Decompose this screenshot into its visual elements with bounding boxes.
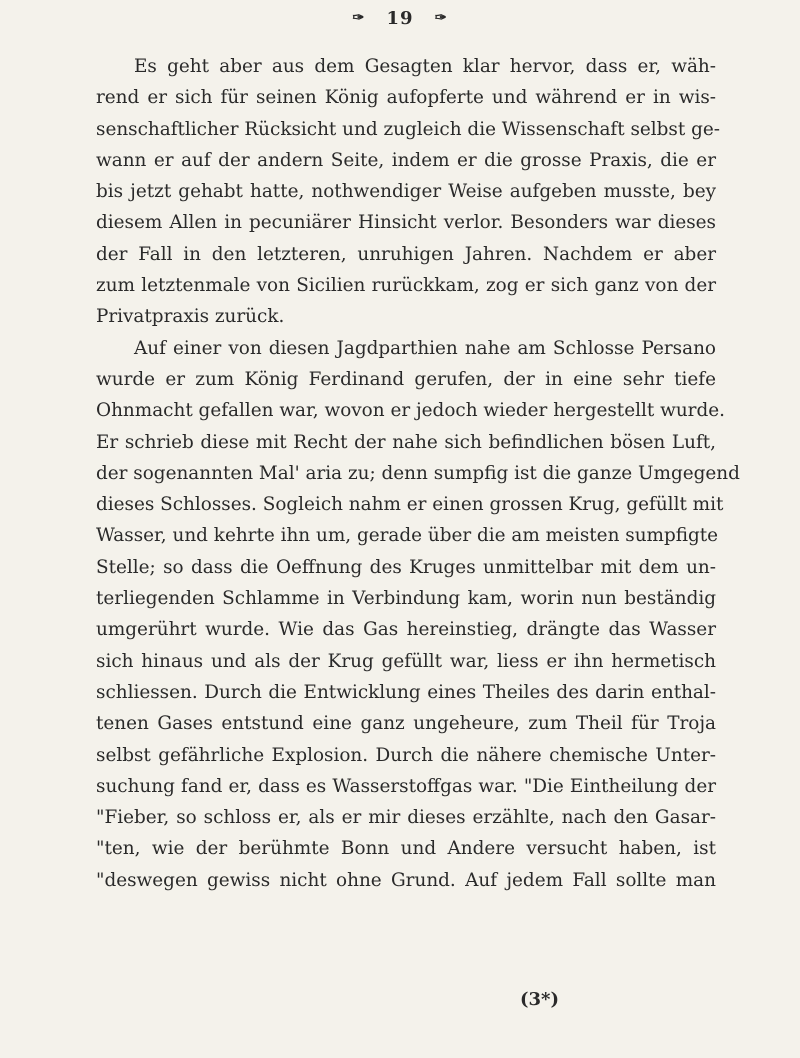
signature-mark: (3*): [520, 989, 559, 1010]
text-line: terliegenden Schlamme in Verbindung kam, worin nun beständig: [96, 588, 716, 610]
text-line: tenen Gases entstund eine ganz ungeheure, zum Theil für Troja: [96, 713, 716, 735]
text-line: "deswegen gewiss nicht ohne Grund. Auf jedem Fall sollte man: [96, 869, 716, 891]
text-line: umgerührt wurde. Wie das Gas hereinstieg, drängte das Wasser: [96, 619, 716, 641]
text-line: suchung fand er, dass es Wasserstoffgas war. "Die Eintheilung der: [96, 775, 716, 797]
text-line: der sogenannten Mal' aria zu; denn sumpfig ist die ganze Umgegend: [96, 462, 740, 484]
text-line: "ten, wie der berühmte Bonn und Andere versucht haben, ist: [96, 838, 716, 860]
text-line: schliessen. Durch die Entwicklung eines Theiles des darin enthal-: [96, 681, 716, 703]
text-line: senschaftlicher Rücksicht und zugleich die Wissenschaft selbst ge-: [96, 118, 720, 140]
text-line: Stelle; so dass die Oeffnung des Kruges unmittelbar mit dem un-: [96, 556, 716, 578]
text-line: Privatpraxis zurück.: [96, 306, 285, 328]
text-line: zum letztenmale von Sicilien rurückkam, zog er sich ganz von der: [96, 275, 716, 297]
text-line: Wasser, und kehrte ihn um, gerade über die am meisten sumpfigte: [96, 525, 719, 547]
text-line: sich hinaus und als der Krug gefüllt war, liess er ihn hermetisch: [96, 650, 716, 672]
text-line: Auf einer von diesen Jagdparthien nahe am Schlosse Persano: [134, 337, 716, 359]
body-text: [96, 51, 740, 896]
text-line: diesem Allen in pecuniärer Hinsicht verlor. Besonders war dieses: [96, 212, 716, 234]
text-line: wurde er zum König Ferdinand gerufen, der in eine sehr tiefe: [96, 368, 716, 390]
ornament-left-icon: ✑: [352, 10, 366, 26]
text-line: "Fieber, so schloss er, als er mir dieses erzählte, nach den Gasar-: [96, 807, 716, 829]
text-line: wann er auf der andern Seite, indem er die grosse Praxis, die er: [96, 149, 716, 171]
text-line: Ohnmacht gefallen war, wovon er jedoch wieder hergestellt wurde.: [96, 400, 725, 422]
text-line: selbst gefährliche Explosion. Durch die nähere chemische Unter-: [96, 744, 716, 766]
text-line: bis jetzt gehabt hatte, nothwendiger Weise aufgeben musste, bey: [96, 181, 716, 203]
page-header: [0, 8, 800, 29]
text-line: Er schrieb diese mit Recht der nahe sich befindlichen bösen Luft,: [96, 431, 716, 453]
text-line: Es geht aber aus dem Gesagten klar hervor, dass er, wäh-: [134, 56, 716, 77]
ornament-right-icon: ✑: [434, 10, 448, 26]
text-line: rend er sich für seinen König aufopferte und während er in wis-: [96, 87, 716, 109]
text-line: dieses Schlosses. Sogleich nahm er einen grossen Krug, gefüllt mit: [96, 494, 724, 516]
page-number: 19: [386, 8, 414, 29]
text-line: der Fall in den letzteren, unruhigen Jahren. Nachdem er aber: [96, 243, 716, 265]
